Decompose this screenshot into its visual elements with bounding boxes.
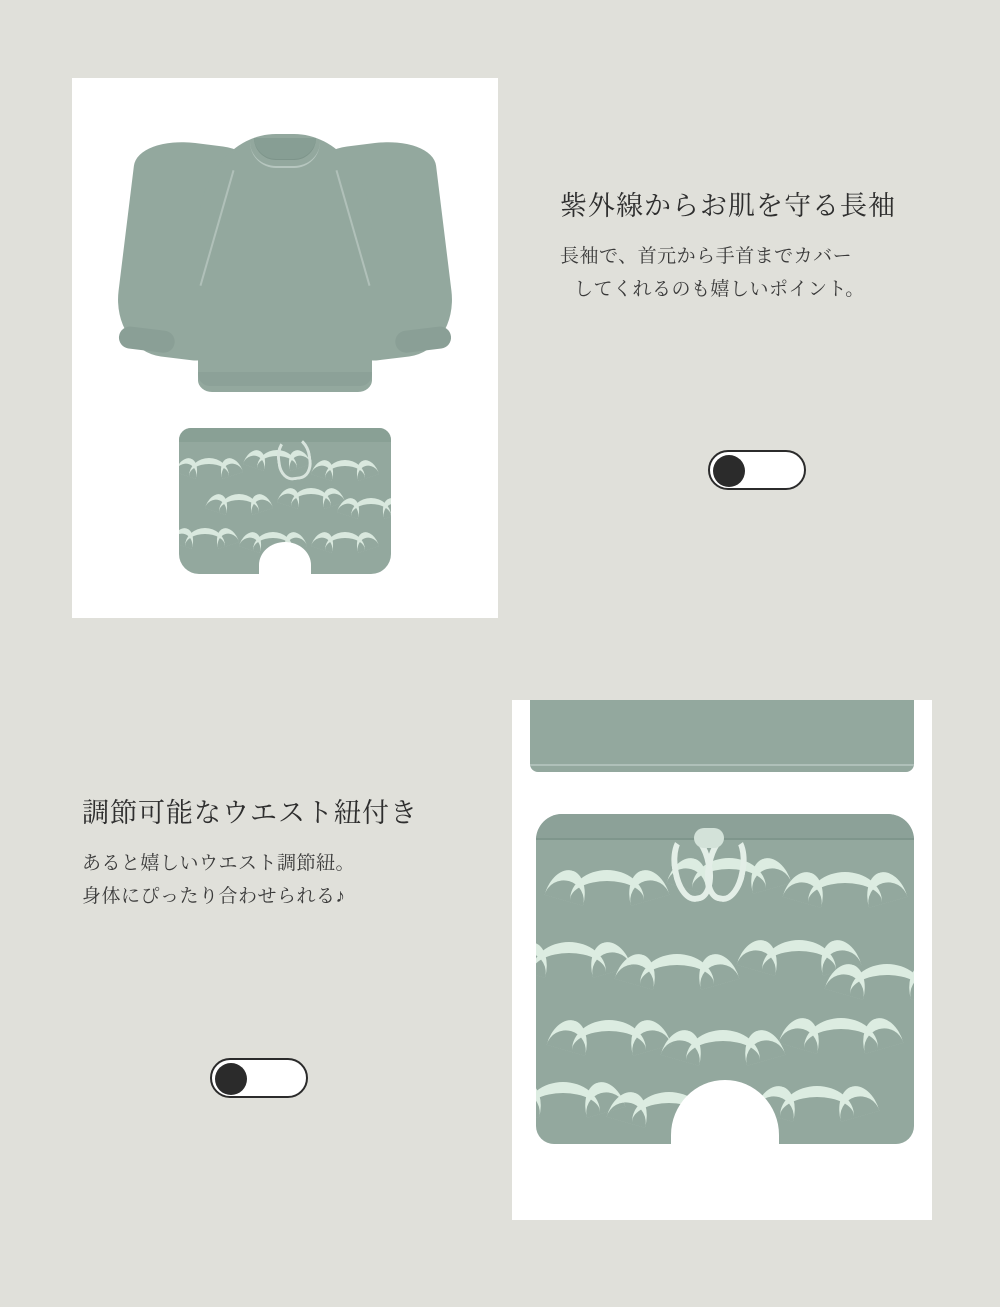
raglan-seam-left (200, 170, 235, 286)
waist-drawstring-detail (672, 832, 746, 936)
product-photo-waistband-detail (512, 700, 932, 1220)
drawstring-knot (694, 828, 724, 848)
toggle-knob (713, 455, 745, 487)
feature-body (82, 847, 482, 914)
gull-print (762, 940, 836, 970)
gull-print (185, 528, 225, 546)
swim-shorts-closeup (536, 814, 914, 1144)
toggle-switch-1[interactable] (708, 450, 806, 490)
gull-print (189, 458, 229, 476)
gull-print (570, 870, 644, 900)
feature-body-line-2: してくれるのも嬉しいポイント。 (574, 279, 865, 301)
feature-text-block-1 (560, 188, 960, 306)
hem (198, 372, 372, 386)
gull-print (219, 494, 259, 512)
feature-heading: 調節可能なウエスト紐付き (82, 798, 418, 828)
feature-heading: 紫外線からお肌を守る長袖 (560, 191, 896, 221)
rashguard-body (198, 134, 372, 392)
crotch-cutout (671, 1080, 779, 1144)
feature-body-line-1: あると嬉しいウエスト調節紐。 (82, 852, 356, 874)
gull-print (808, 872, 882, 902)
rashguard-top-illustration (124, 124, 446, 394)
gull-print (850, 964, 914, 994)
feature-text-block-2 (82, 795, 482, 913)
gull-print (351, 498, 391, 516)
gull-print (640, 954, 714, 984)
neckline (250, 142, 320, 168)
swim-shorts-illustration (179, 428, 391, 574)
rashguard-hem-strip (530, 700, 914, 772)
toggle-switch-2[interactable] (210, 1058, 308, 1098)
gull-print (325, 460, 365, 478)
gull-print (780, 1086, 854, 1116)
toggle-knob (215, 1063, 247, 1095)
left-cuff (118, 325, 176, 354)
feature-body-line-2: 身体にぴったり合わせられる♪ (82, 886, 346, 908)
feature-body (560, 240, 960, 307)
product-photo-set (72, 78, 498, 618)
gull-print (536, 942, 606, 972)
feature-body-line-1: 長袖で、首元から手首までカバー (560, 245, 853, 267)
gull-print (536, 1082, 600, 1112)
gull-print (804, 1018, 878, 1048)
gull-print (572, 1020, 646, 1050)
right-cuff (394, 325, 452, 354)
gull-print (686, 1030, 760, 1060)
gull-print (325, 532, 365, 550)
gull-print (291, 488, 331, 506)
